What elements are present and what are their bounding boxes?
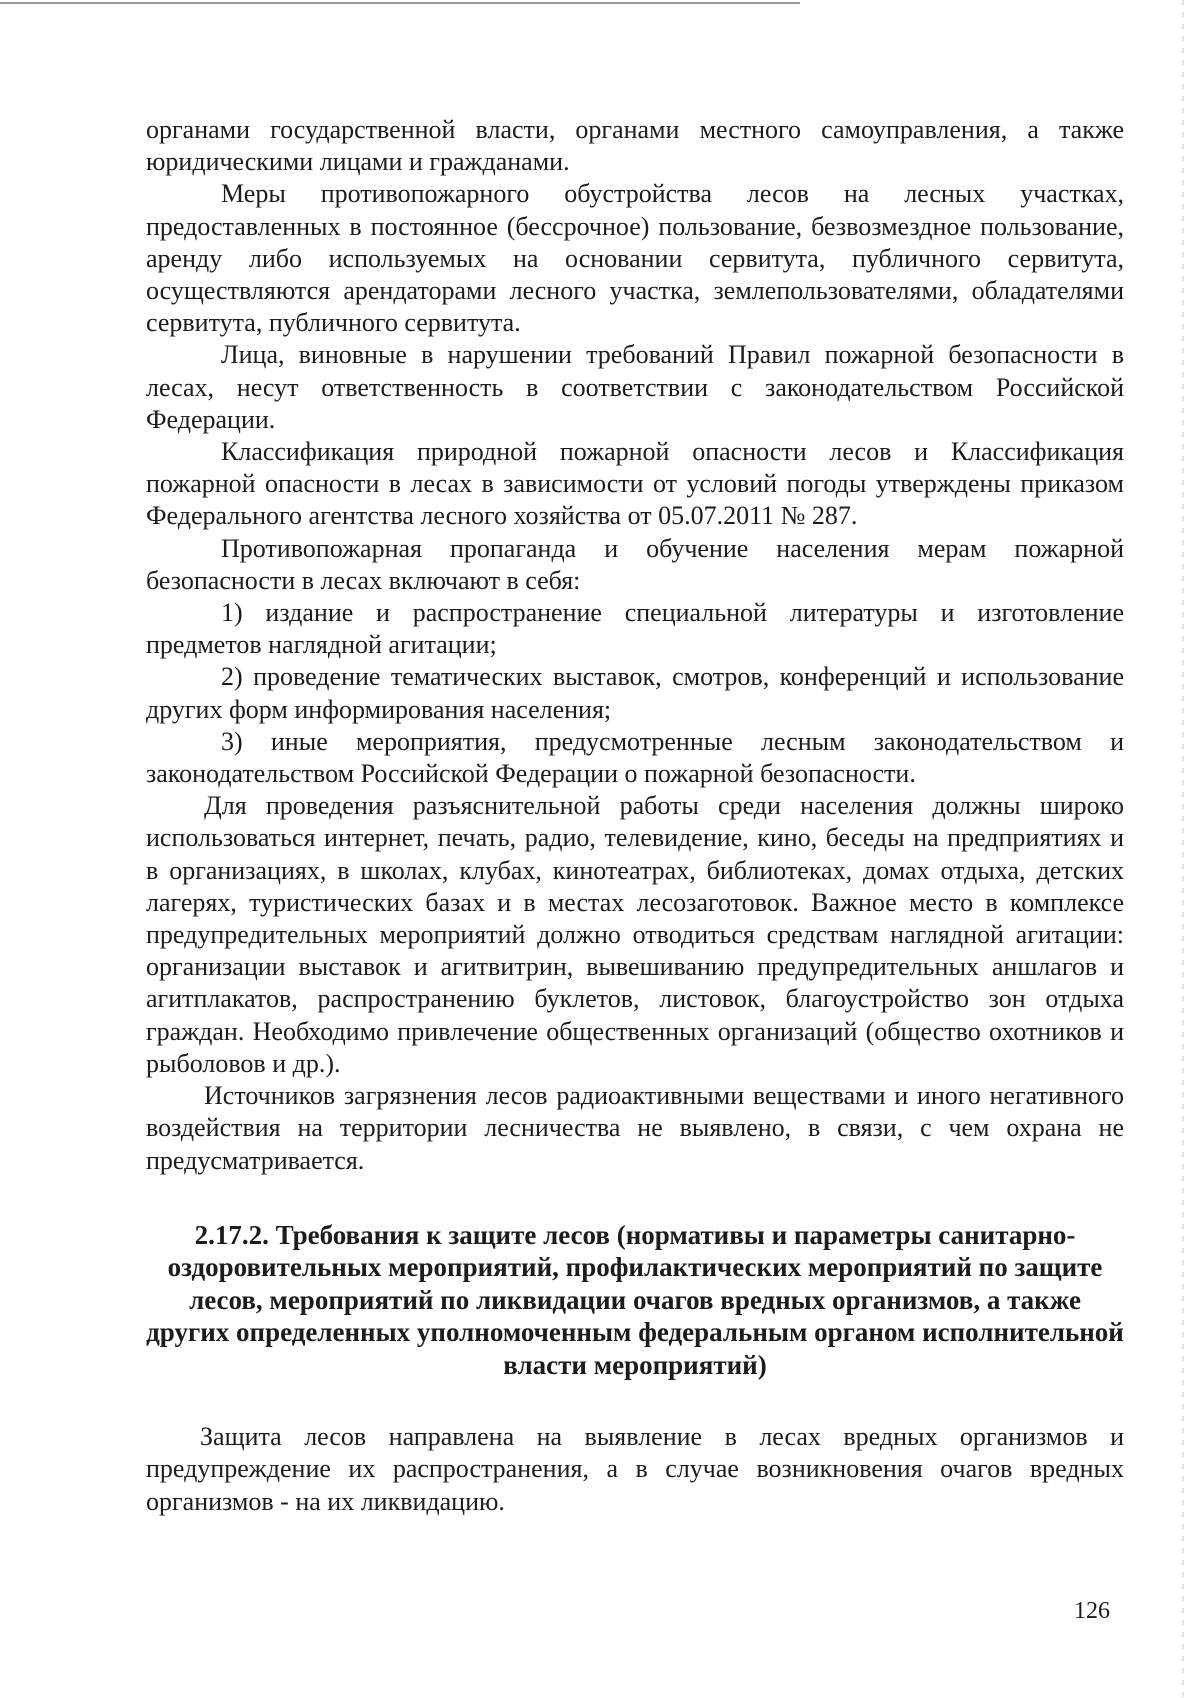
- paragraph-classification: Классификация природной пожарной опасности лесов и Классификация пожарной опасности в лесах в зависимости от условий погоды утверждены приказом Федерального агентства лесного хозяйства от 05.07.2011 № 287.: [146, 437, 1124, 531]
- paragraph-responsibility: Лица, виновные в нарушении требований Правил пожарной безопасности в лесах, несут ответственность в соответствии с законодательством Российской Федерации.: [146, 340, 1124, 434]
- paragraph-forest-protection: Защита лесов направлена на выявление в лесах вредных организмов и предупреждение их распространения, а в случае возникновения очагов вредных организмов - на их ликвидацию.: [146, 1422, 1124, 1516]
- paragraph-propaganda: Противопожарная пропаганда и обучение населения мерам пожарной безопасности в лесах включают в себя:: [146, 533, 1124, 595]
- list-item-3: 3) иные мероприятия, предусмотренные лесным законодательством и законодательством Российской Федерации о пожарной безопасности.: [146, 726, 1124, 789]
- section-heading: 2.17.2. Требования к защите лесов (нормативы и параметры санитарно-оздоровительных мероприятий, профилактических мероприятий по защите лесов, мероприятий по ликвидации очагов вредных организмов, а также других определенных уполномоченным федеральным органом исполнительной власти мероприятий): [146, 1219, 1124, 1380]
- page-number: 126: [1074, 1598, 1110, 1624]
- scan-edge-top: [0, 2, 800, 4]
- paragraph-fire-safety-measures: Меры противопожарного обустройства лесов на лесных участках, предоставленных в постоянное (бессрочное) пользование, безвозмездное пользование, аренду либо используемых на основании сервитута, публичного сервитута, осуществляются арендаторами лесного участка, землепользователями, обладателями сервитута, публичного сервитута.: [146, 179, 1124, 338]
- paragraph-radioactive: Источников загрязнения лесов радиоактивными веществами и иного негативного воздействия на территории лесничества не выявлено, в связи, с чем охрана не предусматривается.: [146, 1081, 1124, 1175]
- scan-edge-right: [1182, 0, 1184, 1698]
- paragraph-outreach: Для проведения разъяснительной работы среди населения должны широко использоваться интернет, печать, радио, телевидение, кино, беседы на предприятиях и в организациях, в школах, клубах, кинотеатрах, библиотеках, домах отдыха, детских лагерях, туристических базах и в местах лесозаготовок. Важное место в комплексе предупредительных мероприятий должно отводиться средствам наглядной агитации: организации выставок и агитвитрин, вывешиванию предупредительных аншлагов и агитплакатов, распространению буклетов, листовок, благоустройство зон отдыха граждан. Необходимо привлечение общественных организаций (общество охотников и рыболовов и др.).: [146, 791, 1124, 1078]
- paragraph-continuation: органами государственной власти, органами местного самоуправления, а также юридическими лицами и гражданами.: [146, 115, 1124, 177]
- list-item-2: 2) проведение тематических выставок, смотров, конференций и использование других форм информирования населения;: [146, 662, 1124, 724]
- document-page: [146, 114, 1124, 1518]
- list-item-1: 1) издание и распространение специальной литературы и изготовление предметов наглядной агитации;: [146, 598, 1124, 660]
